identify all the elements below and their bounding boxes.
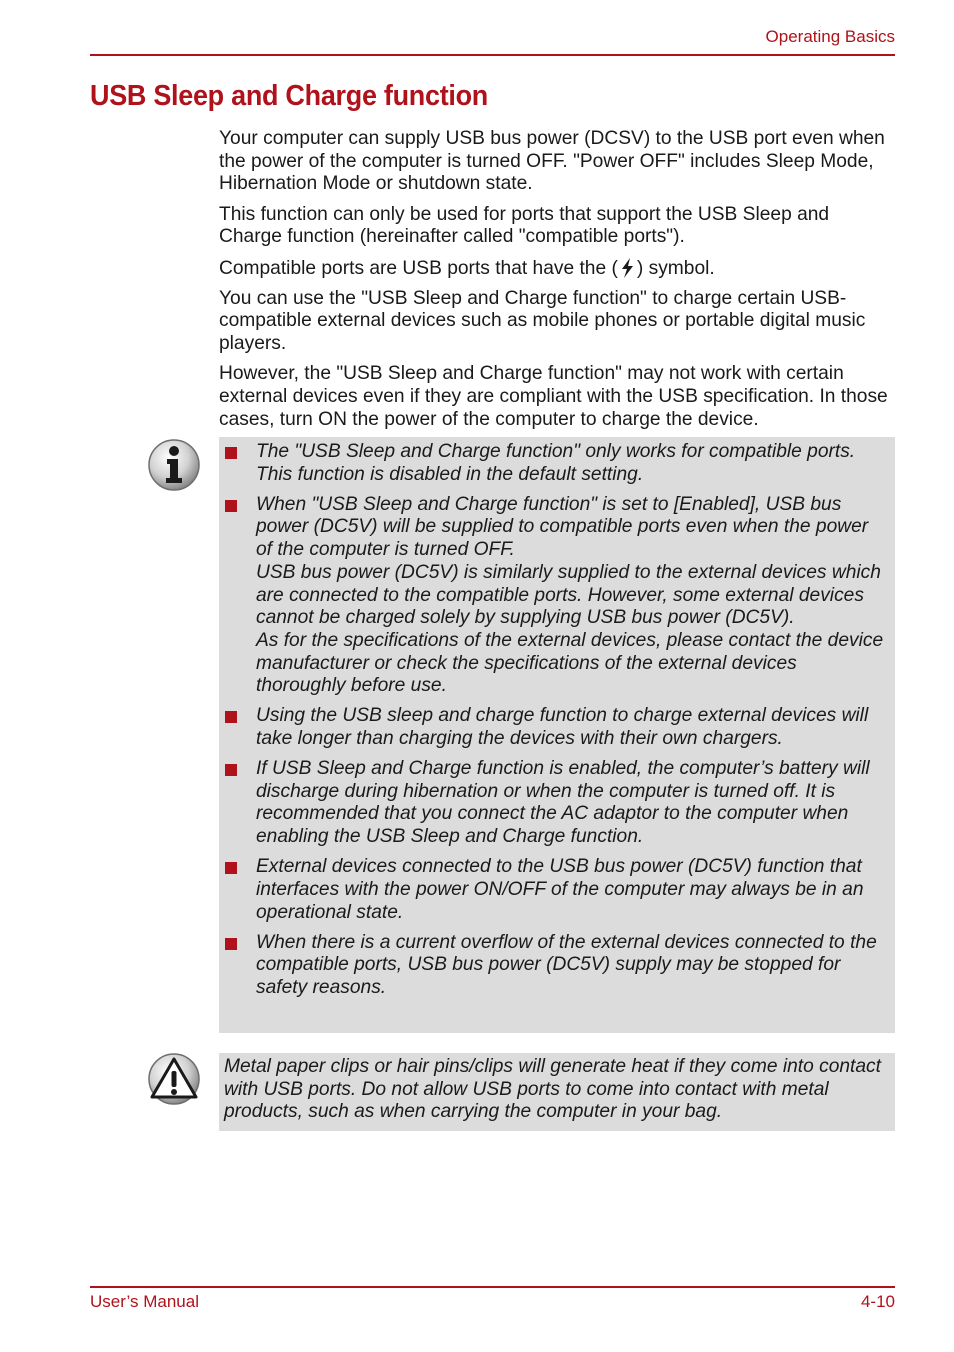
note-item-text: USB bus power (DC5V) is similarly supplied to the external devices which are connected to the compatible ports. However, some external devices cannot be charged solely by supplying USB bus power (DC5V).: [256, 561, 881, 629]
intro-paragraph-3-end: ) symbol.: [636, 257, 715, 279]
bullet-square: [225, 938, 237, 950]
intro-paragraph-5: However, the "USB Sleep and Charge function" may not work with certain external devices even if they are compliant with the USB specification. In those cases, turn ON the power of the computer to charge the device.: [219, 363, 888, 430]
note-item: [219, 494, 895, 698]
note-item: [219, 441, 895, 486]
note-item: [219, 932, 895, 1000]
bullet-square: [225, 711, 237, 723]
note-item: [219, 705, 895, 750]
caution-icon: [147, 1052, 201, 1106]
footer-manual-title: User’s Manual: [90, 1292, 199, 1311]
note-item-text: The "USB Sleep and Charge function" only works for compatible ports. This function is disabled in the default setting.: [256, 441, 856, 485]
note-box: [219, 437, 895, 1033]
note-list: [219, 441, 895, 1000]
bullet-square: [225, 500, 237, 512]
note-item-text: If USB Sleep and Charge function is enabled, the computer’s battery will discharge during hibernation or when the computer is turned off. It is recommended that you connect the AC adaptor to the computer when enabling the USB Sleep and Charge function.: [256, 758, 870, 848]
caution-box: [219, 1053, 895, 1131]
note-item: [219, 856, 895, 924]
info-icon: [147, 438, 201, 492]
page-number: 4-10: [860, 1292, 895, 1311]
caution-text: Metal paper clips or hair pins/clips will generate heat if they come into contact with USB ports. Do not allow USB ports to come into contact with metal products, such as when carrying the computer in your bag.: [224, 1056, 881, 1123]
intro-text: [219, 128, 895, 439]
intro-paragraph-4: You can use the "USB Sleep and Charge function" to charge certain USB-compatible external devices such as mobile phones or portable digital music players.: [219, 287, 866, 355]
footer-rule: [90, 1286, 895, 1288]
lightning-bolt-icon: [619, 257, 636, 279]
bullet-square: [225, 447, 237, 459]
bullet-square: [225, 764, 237, 776]
intro-paragraph-2: This function can only be used for ports that support the USB Sleep and Charge function (hereinafter called "compatible ports").: [219, 203, 830, 248]
section-title: USB Sleep and Charge function: [90, 80, 489, 112]
note-item-text: External devices connected to the USB bus power (DC5V) function that interfaces with the power ON/OFF of the computer may always be in an operational state.: [256, 856, 864, 923]
running-header: Operating Basics: [765, 27, 895, 46]
note-item-text: Using the USB sleep and charge function to charge external devices will take longer than charging the devices with their own chargers.: [256, 705, 869, 750]
note-item: [219, 758, 895, 849]
note-item-text: When there is a current overflow of the external devices connected to the compatible ports, USB bus power (DC5V) supply may be stopped for safety reasons.: [256, 931, 877, 998]
note-item-text: As for the specifications of the external devices, please contact the device manufacturer or check the specifications of the external devices thoroughly before use.: [256, 629, 884, 697]
note-item-text: When "USB Sleep and Charge function" is set to [Enabled], USB bus power (DC5V) will be supplied to compatible ports even when the power of the computer is turned OFF.: [256, 493, 869, 561]
header-rule: [90, 54, 895, 56]
intro-paragraph-1: Your computer can supply USB bus power (DCSV) to the USB port even when the power of the computer is turned OFF. "Power OFF" includes Sleep Mode, Hibernation Mode or shutdown state.: [219, 128, 885, 195]
bullet-square: [225, 862, 237, 874]
intro-paragraph-3-start: Compatible ports are USB ports that have the (: [219, 257, 618, 279]
intro-paragraph-3: [219, 257, 895, 281]
